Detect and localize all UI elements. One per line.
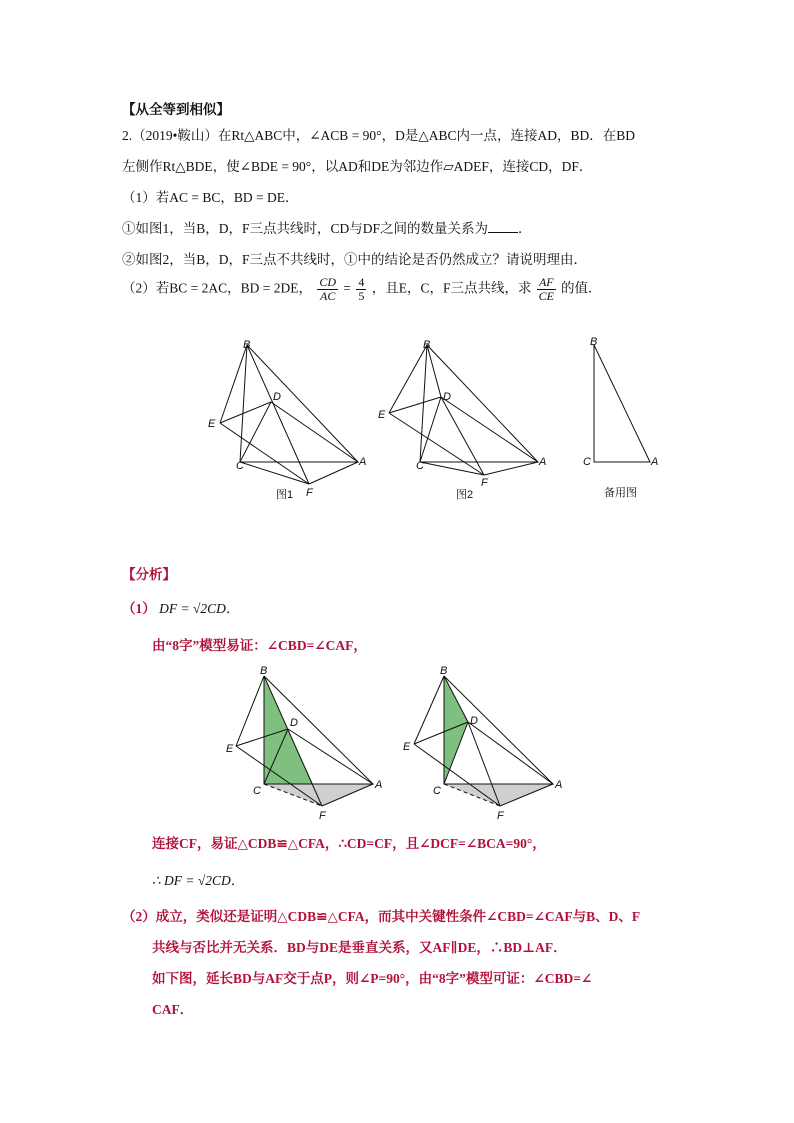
- fig1-caption: 图1: [276, 489, 294, 501]
- figure-2: [389, 345, 538, 475]
- afig2-label-b: B: [440, 665, 448, 677]
- fig2-label-d: D: [443, 391, 451, 403]
- fraction-numerator: AF: [538, 275, 554, 289]
- fig3-caption: 备用图: [604, 487, 637, 499]
- fig2-label-c: C: [416, 460, 424, 472]
- fig3-label-b: B: [590, 336, 598, 348]
- fraction-af-ce: [537, 276, 556, 303]
- q2-text-pre: （2）若BC = 2AC，BD = 2DE，: [122, 280, 312, 296]
- fig2-label-a: A: [539, 456, 547, 468]
- analysis-figures: [0, 660, 794, 820]
- fig1-label-e: E: [208, 418, 216, 430]
- problem-figures: [0, 330, 794, 510]
- analysis-part1-line3: 连接CF，易证△CDB≌△CFA，∴CD=CF，且∠DCF=∠BCA=90°，: [152, 836, 546, 851]
- fraction-4-5: [356, 276, 366, 303]
- afig2-label-d: D: [470, 715, 478, 727]
- afig1-label-a: A: [375, 779, 383, 791]
- afig2-label-a: A: [555, 779, 563, 791]
- fig1-label-f: F: [306, 487, 313, 499]
- fraction-denominator: AC: [320, 289, 336, 303]
- afig1-label-b: B: [260, 665, 268, 677]
- fig1-label-c: C: [236, 460, 244, 472]
- problem-line-1: 2.（2019•鞍山）在Rt△ABC中，∠ACB = 90°，D是△ABC内一点，连接AD，BD．在BD: [122, 128, 635, 143]
- afig2-label-f: F: [497, 810, 504, 820]
- problem-line-2: 左侧作Rt△BDE，使∠BDE = 90°，以AD和DE为邻边作▱ADEF，连接CD，DF．: [122, 159, 593, 174]
- analysis-part2-line1: （2）成立，类似还是证明△CDB≌△CFA，而其中关键性条件∠CBD=∠CAF与B、D、F: [122, 909, 641, 924]
- analysis-part1-line2: 由“8字”模型易证：∠CBD=∠CAF，: [152, 638, 367, 653]
- analysis-title: 【分析】: [122, 567, 176, 582]
- fig2-caption: 图2: [456, 489, 474, 501]
- afig2-label-c: C: [433, 785, 441, 797]
- analysis-part1-line4: ∴ DF = √2CD．: [152, 873, 245, 888]
- shaded-triangle-cfa: [264, 784, 373, 806]
- answer-blank: [488, 220, 518, 233]
- analysis-part2-line4: CAF．: [152, 1002, 194, 1017]
- analysis-part2-line3: 如下图，延长BD与AF交于点P，则∠P=90°，由“8字”模型可证：∠CBD=∠: [152, 971, 593, 986]
- fig2-label-b: B: [423, 339, 431, 351]
- q1-a-text: ①如图1，当B，D，F三点共线时，CD与DF之间的数量关系为: [122, 221, 489, 236]
- afig1-label-c: C: [253, 785, 261, 797]
- fraction-cd-ac: [317, 276, 338, 303]
- fig3-label-c: C: [583, 456, 591, 468]
- fraction-numerator: 4: [358, 275, 365, 289]
- fig1-label-d: D: [273, 391, 281, 403]
- afig1-label-f: F: [319, 810, 326, 820]
- part1-label: （1）: [122, 601, 156, 616]
- fraction-numerator: CD: [319, 275, 337, 289]
- analysis-part1-formula: [122, 597, 239, 617]
- fig3-label-a: A: [651, 456, 659, 468]
- afig1-label-d: D: [290, 717, 298, 729]
- fig1-label-a: A: [359, 456, 367, 468]
- fig1-label-b: B: [243, 339, 251, 351]
- formula-df: DF = √2CD．: [159, 601, 240, 616]
- problem-q1-b: ②如图2，当B，D，F三点不共线时，①中的结论是否仍然成立？请说明理由．: [122, 252, 588, 267]
- section-title: 【从全等到相似】: [122, 102, 230, 118]
- fraction-denominator: CE: [538, 289, 554, 303]
- figure-spare: [594, 345, 650, 462]
- fraction-denominator: 5: [358, 289, 365, 303]
- problem-q1-a: [122, 217, 532, 237]
- equals-sign: =: [343, 280, 352, 296]
- problem-q1-intro: （1）若AC = BC，BD = DE．: [122, 190, 299, 205]
- problem-q2: [122, 276, 601, 303]
- q2-text-mid: ，且E，C，F三点共线，求: [371, 280, 532, 296]
- fig2-label-e: E: [378, 409, 386, 421]
- analysis-part2-line2: 共线与否比并无关系．BD与DE是垂直关系，又AF∥DE，∴BD⊥AF．: [152, 940, 567, 955]
- fig2-label-f: F: [481, 477, 488, 489]
- afig1-label-e: E: [226, 743, 234, 755]
- afig2-label-e: E: [403, 741, 411, 753]
- q1-a-end: ．: [518, 221, 532, 236]
- q2-text-post: 的值．: [560, 280, 602, 296]
